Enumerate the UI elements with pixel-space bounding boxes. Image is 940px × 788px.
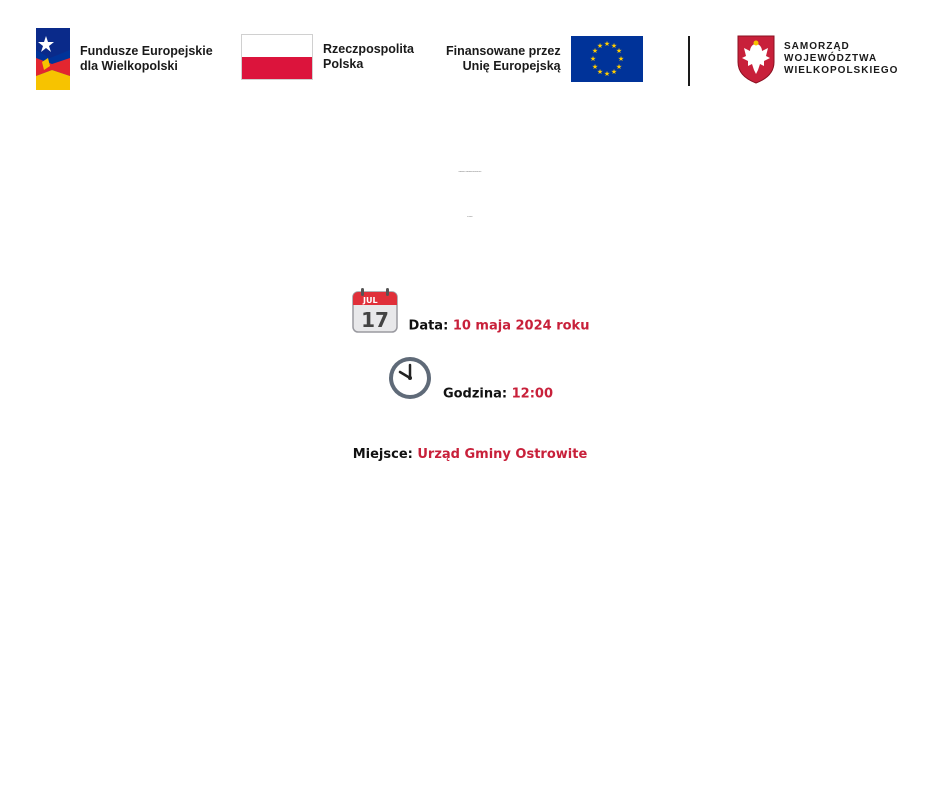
svg-text:★: ★: [596, 42, 603, 50]
polska-logo: [241, 34, 414, 80]
svg-text:★: ★: [615, 47, 622, 55]
time-value: 12:00: [511, 386, 554, 402]
page-title: [0, 150, 940, 240]
samorzad-logo: [736, 34, 898, 84]
svg-text:★: ★: [591, 47, 598, 55]
place-label: Miejsce:: [352, 447, 413, 462]
pl-logo-line1: Rzeczpospolita: [323, 42, 414, 56]
event-time: [0, 359, 940, 429]
logo-divider: [688, 36, 690, 86]
wielkopolska-eagle-crest-icon: [736, 34, 776, 84]
event-place: [0, 428, 940, 482]
details-heading: [0, 530, 940, 570]
calendar-icon: [351, 286, 399, 358]
description-line1: [0, 577, 940, 615]
clock-icon: [387, 355, 433, 425]
date-label: Data:: [408, 318, 449, 334]
eu-logo: [446, 36, 643, 82]
fe-logo-line2: dla Wielkopolski: [80, 59, 178, 73]
svg-text:★: ★: [596, 68, 603, 76]
svg-text:17: 17: [360, 308, 389, 332]
svg-text:★: ★: [603, 70, 610, 78]
event-date: [0, 290, 940, 362]
eu-logo-line2: Unię Europejską: [462, 59, 561, 73]
place-value: Urząd Gminy Ostrowite: [417, 447, 588, 462]
svg-text:★: ★: [591, 63, 598, 71]
svg-text:★: ★: [610, 68, 617, 76]
fe-emblem-icon: [36, 28, 70, 90]
fe-logo-line1: Fundusze Europejskie: [80, 44, 213, 58]
svg-text:★: ★: [603, 40, 610, 48]
wlkp-logo-line1: SAMORZĄD: [784, 41, 850, 52]
svg-text:★: ★: [610, 42, 617, 50]
svg-text:★: ★: [589, 55, 596, 63]
svg-text:JUL: JUL: [362, 296, 378, 305]
logo-bar: [0, 22, 940, 92]
description-line3: [0, 653, 940, 691]
wlkp-logo-line3: WIELKOPOLSKIEGO: [784, 65, 899, 76]
project-tagline: [0, 694, 940, 734]
polish-flag-icon: [241, 34, 313, 80]
time-label: Godzina:: [442, 386, 508, 402]
wlkp-logo-line2: WOJEWÓDZTWA: [784, 53, 878, 64]
page-title-line1: Spotkanie z Powiatowym Urzędem Pracy: [458, 172, 482, 173]
description-line2: [0, 615, 940, 653]
svg-text:★: ★: [615, 63, 622, 71]
svg-text:★: ★: [617, 55, 624, 63]
page-title-line2: w Słupcy!: [467, 217, 473, 218]
project-description: [0, 577, 940, 691]
fundusze-europejskie-logo: [36, 28, 213, 90]
pl-logo-line2: Polska: [323, 57, 364, 71]
date-value: 10 maja 2024 roku: [452, 318, 590, 334]
eu-flag-icon: [571, 36, 643, 82]
eu-logo-line1: Finansowane przez: [446, 44, 561, 58]
